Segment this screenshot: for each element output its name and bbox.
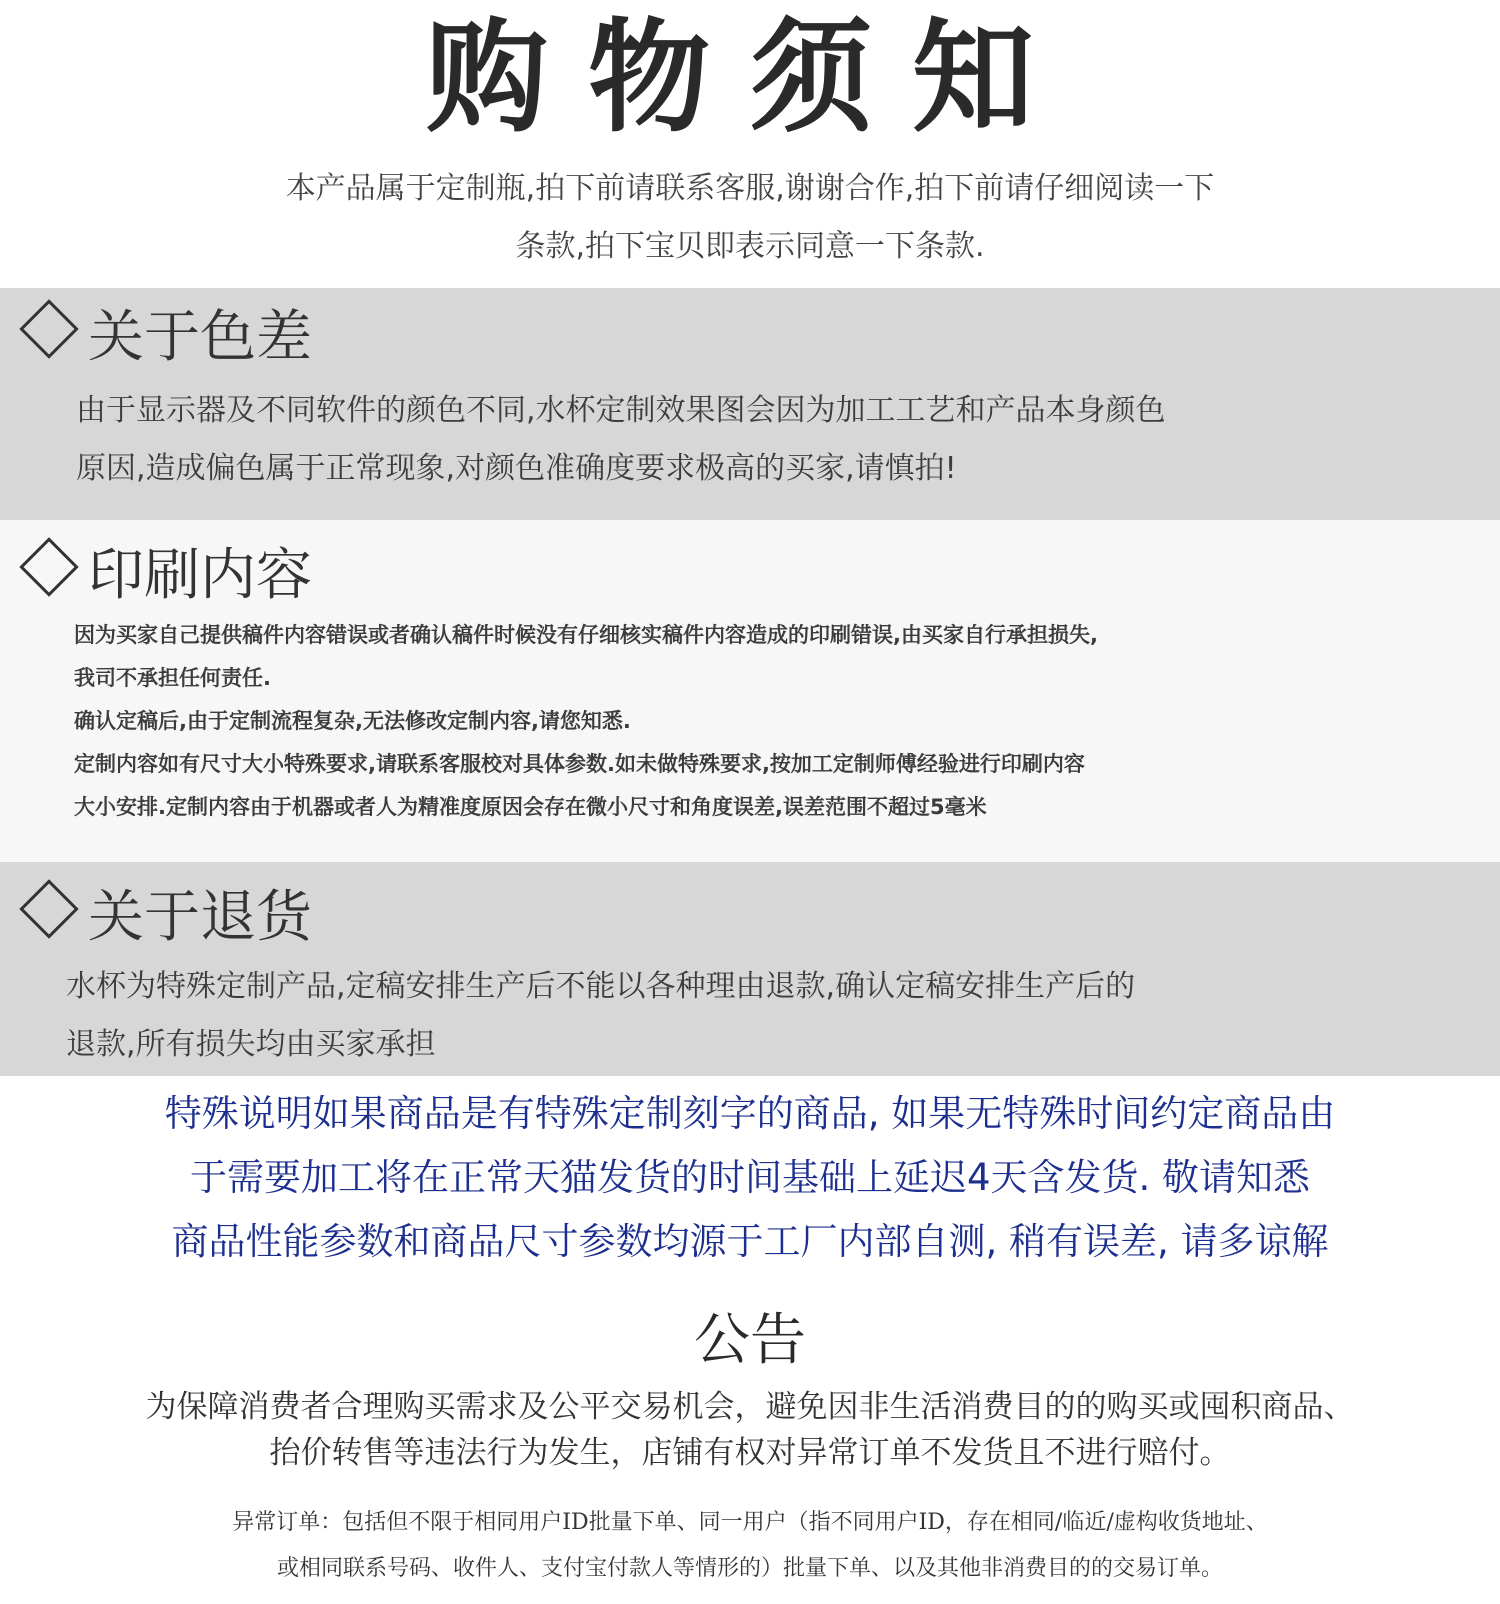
notice-line: 抬价转售等违法行为发生，店铺有权对异常订单不发货且不进行赔付。	[269, 1435, 1231, 1471]
section-heading-label: 印刷内容	[88, 543, 312, 608]
section-heading-label: 关于退货	[88, 885, 312, 950]
notice-body	[0, 1384, 1500, 1476]
notice-title: 公告	[694, 1308, 806, 1373]
intro-text	[0, 160, 1500, 276]
notice-line: 为保障消费者合理购买需求及公平交易机会，避免因非生活消费目的的购买或囤积商品、	[145, 1389, 1355, 1425]
abnormal-order-note	[0, 1500, 1500, 1592]
section-body	[74, 614, 1098, 829]
section-heading	[18, 886, 312, 950]
section-color-difference	[0, 288, 1500, 520]
body-line: 由于显示器及不同软件的颜色不同,水杯定制效果图会因为加工工艺和产品本身颜色	[76, 393, 1166, 428]
body-line: 大小安排.定制内容由于机器或者人为精准度原因会存在微小尺寸和角度误差,误差范围不超过5毫米	[74, 795, 987, 819]
intro-line: 本产品属于定制瓶,拍下前请联系客服,谢谢合作,拍下前请仔细阅读一下	[285, 171, 1215, 206]
diamond-icon	[19, 299, 78, 358]
section-body	[66, 958, 1135, 1074]
body-line: 我司不承担任何责任.	[74, 666, 271, 690]
special-note-line: 商品性能参数和商品尺寸参数均源于工厂内部自测, 稍有误差, 请多谅解	[171, 1220, 1329, 1263]
diamond-icon	[19, 537, 78, 596]
section-heading	[18, 306, 312, 370]
abnormal-line: 异常订单：包括但不限于相同用户ID批量下单、同一用户（指不同用户ID，存在相同/临近/虚构收货地址、	[232, 1510, 1268, 1535]
section-heading	[18, 544, 312, 608]
section-body	[76, 382, 1166, 498]
diamond-icon	[19, 879, 78, 938]
body-line: 原因,造成偏色属于正常现象,对颜色准确度要求极高的买家,请慎拍!	[76, 451, 957, 486]
section-print-content	[0, 520, 1500, 862]
body-line: 退款,所有损失均由买家承担	[66, 1027, 436, 1062]
abnormal-line: 或相同联系号码、收件人、支付宝付款人等情形的）批量下单、以及其他非消费目的的交易订单。	[276, 1556, 1223, 1581]
intro-line: 条款,拍下宝贝即表示同意一下条款.	[515, 229, 985, 264]
special-note-line: 于需要加工将在正常天猫发货的时间基础上延迟4天含发货. 敬请知悉	[189, 1156, 1311, 1199]
body-line: 确认定稿后,由于定制流程复杂,无法修改定制内容,请您知悉.	[74, 709, 631, 733]
body-line: 水杯为特殊定制产品,定稿安排生产后不能以各种理由退款,确认定稿安排生产后的	[66, 969, 1136, 1004]
body-line: 定制内容如有尺寸大小特殊要求,请联系客服校对具体参数.如未做特殊要求,按加工定制师傅经验进行印刷内容	[74, 752, 1085, 776]
body-line: 因为买家自己提供稿件内容错误或者确认稿件时候没有仔细核实稿件内容造成的印刷错误,由买家自行承担损失,	[74, 623, 1098, 647]
section-returns	[0, 862, 1500, 1076]
section-heading-label: 关于色差	[88, 305, 312, 370]
page-title: 购物须知	[426, 7, 1074, 149]
special-note-line: 特殊说明如果商品是有特殊定制刻字的商品, 如果无特殊时间约定商品由	[164, 1092, 1336, 1135]
special-notes	[0, 1082, 1500, 1274]
